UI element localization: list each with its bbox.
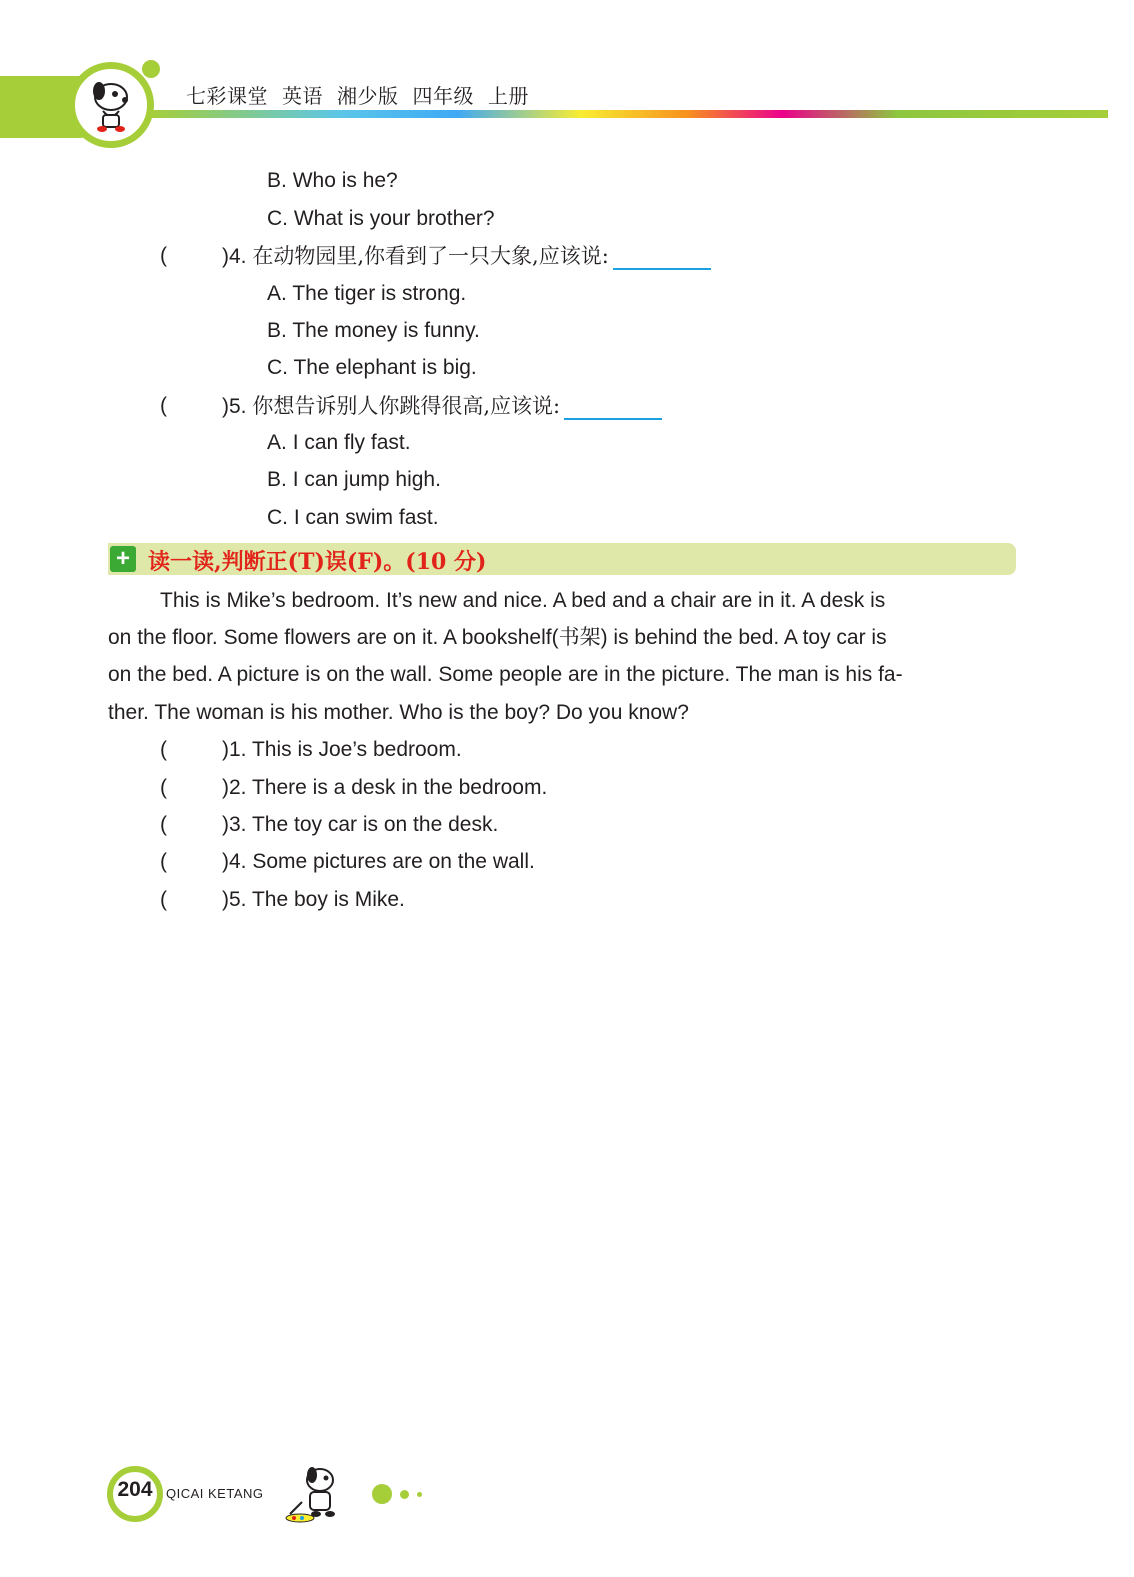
option-letter: B. — [267, 319, 287, 342]
tf-item — [222, 849, 535, 875]
q4-option-a — [267, 281, 466, 307]
volume-name: 上册 — [488, 86, 529, 108]
series-name: 七彩课堂 — [186, 86, 268, 108]
q5-option-b — [267, 467, 441, 493]
tf-item — [222, 737, 462, 763]
q4-answer-paren[interactable]: ( — [160, 244, 167, 267]
tf-answer-paren[interactable]: ( — [160, 738, 167, 761]
q4-option-b — [267, 318, 480, 344]
dog-painter-icon — [282, 1462, 352, 1524]
answer-blank[interactable] — [564, 396, 662, 420]
question-prompt: 在动物园里,你看到了一只大象,应该说: — [252, 244, 609, 268]
option-letter: B. — [267, 468, 287, 491]
passage-line-2: on the floor. Some flowers are on it. A bookshelf(书架) is behind the bed. A toy car is — [108, 626, 887, 649]
dog-mascot-icon — [75, 69, 147, 141]
passage-line-3: on the bed. A picture is on the wall. Some people are in the picture. The man is his fa- — [108, 663, 903, 686]
option-letter: C. — [267, 207, 288, 230]
item-text: The toy car is on the desk. — [251, 813, 499, 836]
option-text: The tiger is strong. — [292, 282, 467, 305]
answer-blank[interactable] — [613, 246, 711, 270]
option-letter: A. — [267, 282, 287, 305]
footer-brand: QICAI KETANG — [166, 1486, 264, 1501]
item-text: Some pictures are on the wall. — [252, 850, 535, 873]
item-number: )4. — [222, 850, 247, 873]
q4-question — [222, 243, 711, 270]
section-number-badge: + — [110, 546, 136, 572]
question-number: )5. — [222, 395, 247, 418]
option-text: I can swim fast. — [293, 506, 439, 529]
edition-name: 湘少版 — [337, 86, 399, 108]
option-letter: C. — [267, 356, 288, 379]
q5-answer-paren[interactable]: ( — [160, 394, 167, 417]
tf-item — [222, 775, 547, 801]
q3-option-b — [267, 168, 398, 194]
option-text: Who is he? — [292, 169, 398, 192]
item-number: )3. — [222, 813, 247, 836]
option-letter: B. — [267, 169, 287, 192]
item-text: The boy is Mike. — [251, 888, 405, 911]
tf-answer-paren[interactable]: ( — [160, 888, 167, 911]
question-prompt: 你想告诉别人你跳得很高,应该说: — [252, 394, 561, 418]
tf-item — [222, 812, 498, 838]
footer-dot-medium — [400, 1490, 409, 1499]
book-title — [186, 80, 543, 109]
passage-line-1: This is Mike’s bedroom. It’s new and nice. A bed and a chair are in it. A desk is — [160, 589, 886, 612]
header-dot — [142, 60, 160, 78]
q5-question — [222, 393, 662, 420]
item-number: )1. — [222, 738, 247, 761]
tf-item — [222, 887, 405, 913]
option-text: The elephant is big. — [293, 356, 477, 379]
q5-option-c — [267, 505, 439, 531]
mascot-badge — [68, 62, 154, 148]
item-text: There is a desk in the bedroom. — [251, 776, 548, 799]
q4-option-c — [267, 355, 477, 381]
tf-answer-paren[interactable]: ( — [160, 850, 167, 873]
section-title: 读一读,判断正(T)误(F)。(10 分) — [148, 549, 487, 575]
subject-name: 英语 — [282, 86, 323, 108]
tf-answer-paren[interactable]: ( — [160, 813, 167, 836]
item-number: )2. — [222, 776, 247, 799]
option-letter: C. — [267, 506, 288, 529]
option-text: The money is funny. — [292, 319, 480, 342]
option-letter: A. — [267, 431, 287, 454]
option-text: I can fly fast. — [292, 431, 411, 454]
item-text: This is Joe’s bedroom. — [251, 738, 462, 761]
option-text: I can jump high. — [292, 468, 441, 491]
tf-answer-paren[interactable]: ( — [160, 776, 167, 799]
page-number: 204 — [117, 1478, 153, 1501]
passage-line-4: ther. The woman is his mother. Who is the boy? Do you know? — [108, 701, 689, 724]
item-number: )5. — [222, 888, 247, 911]
option-text: What is your brother? — [293, 207, 495, 230]
header-rainbow-bar — [150, 110, 1108, 118]
grade-name: 四年级 — [412, 86, 474, 108]
q5-option-a — [267, 430, 411, 456]
footer-dot-large — [372, 1484, 392, 1504]
footer-dot-small — [417, 1492, 422, 1497]
q3-option-c — [267, 206, 495, 232]
question-number: )4. — [222, 245, 247, 268]
